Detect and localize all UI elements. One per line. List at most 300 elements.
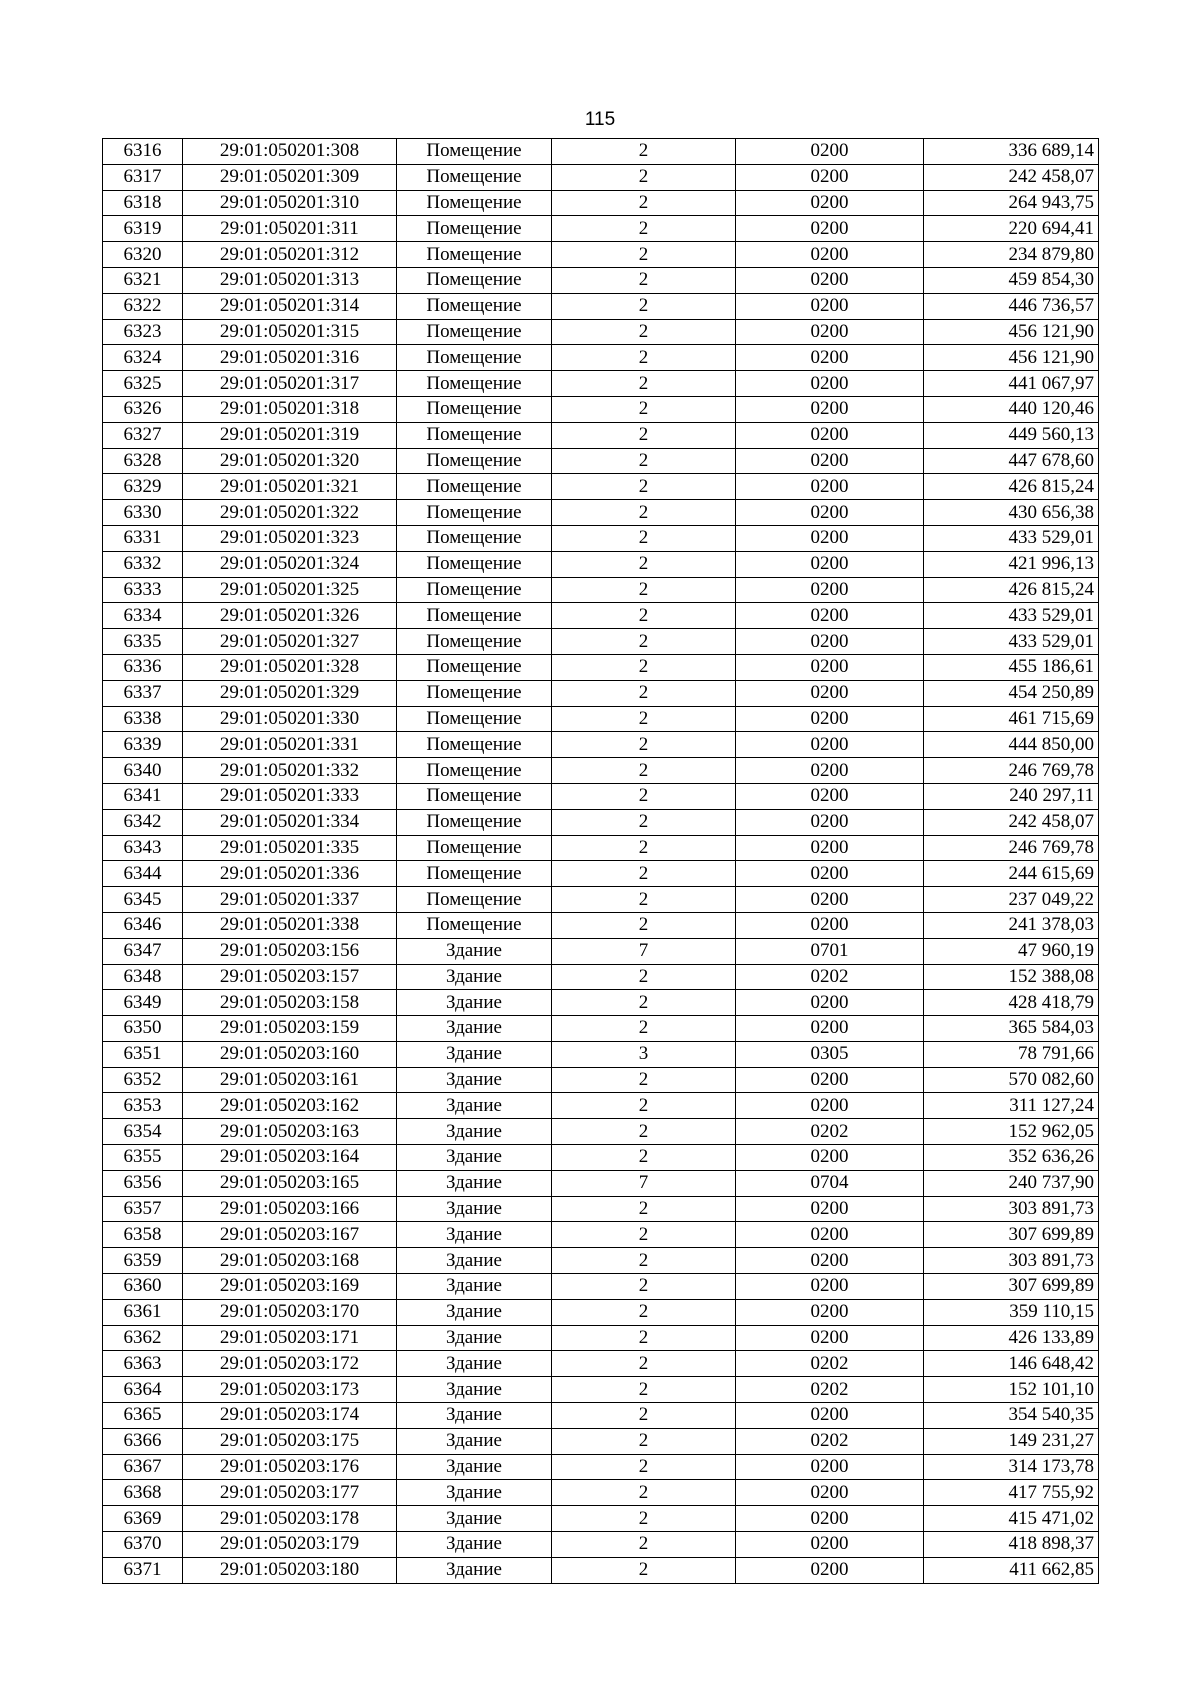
- subgroup-code-cell: 0200: [736, 603, 924, 629]
- subgroup-code-cell: 0200: [736, 629, 924, 655]
- cadastral-value-cell: 303 891,73: [924, 1248, 1099, 1274]
- table-row: [103, 216, 1099, 242]
- row-number-cell: 6334: [103, 603, 183, 629]
- page-number: 115: [584, 109, 616, 130]
- table-row: [103, 448, 1099, 474]
- cadastral-number-cell: 29:01:050203:177: [183, 1480, 397, 1506]
- subgroup-code-cell: 0200: [736, 861, 924, 887]
- object-type-cell: Помещение: [397, 139, 552, 165]
- cadastral-number-cell: 29:01:050201:313: [183, 267, 397, 293]
- group-cell: 2: [552, 1145, 736, 1171]
- row-number-cell: 6364: [103, 1377, 183, 1403]
- row-number-cell: 6371: [103, 1557, 183, 1583]
- subgroup-code-cell: 0200: [736, 912, 924, 938]
- cadastral-number-cell: 29:01:050203:164: [183, 1145, 397, 1171]
- cadastral-number-cell: 29:01:050203:168: [183, 1248, 397, 1274]
- group-cell: 2: [552, 1454, 736, 1480]
- object-type-cell: Здание: [397, 1506, 552, 1532]
- table-row: [103, 525, 1099, 551]
- cadastral-number-cell: 29:01:050203:174: [183, 1403, 397, 1429]
- subgroup-code-cell: 0200: [736, 654, 924, 680]
- group-cell: 2: [552, 422, 736, 448]
- cadastral-number-cell: 29:01:050201:334: [183, 809, 397, 835]
- subgroup-code-cell: 0202: [736, 1377, 924, 1403]
- cadastral-number-cell: 29:01:050201:320: [183, 448, 397, 474]
- subgroup-code-cell: 0200: [736, 577, 924, 603]
- object-type-cell: Здание: [397, 964, 552, 990]
- cadastral-value-cell: 354 540,35: [924, 1403, 1099, 1429]
- cadastral-number-cell: 29:01:050203:170: [183, 1299, 397, 1325]
- object-type-cell: Помещение: [397, 500, 552, 526]
- row-number-cell: 6337: [103, 680, 183, 706]
- row-number-cell: 6329: [103, 474, 183, 500]
- cadastral-value-cell: 237 049,22: [924, 887, 1099, 913]
- table-row: [103, 706, 1099, 732]
- object-type-cell: Помещение: [397, 912, 552, 938]
- object-type-cell: Помещение: [397, 577, 552, 603]
- table-row: [103, 1016, 1099, 1042]
- cadastral-value-cell: 242 458,07: [924, 164, 1099, 190]
- cadastral-number-cell: 29:01:050203:169: [183, 1274, 397, 1300]
- cadastral-value-cell: 242 458,07: [924, 809, 1099, 835]
- object-type-cell: Помещение: [397, 474, 552, 500]
- cadastral-value-cell: 449 560,13: [924, 422, 1099, 448]
- row-number-cell: 6341: [103, 783, 183, 809]
- group-cell: 2: [552, 629, 736, 655]
- cadastral-value-cell: 461 715,69: [924, 706, 1099, 732]
- group-cell: 2: [552, 267, 736, 293]
- cadastral-value-cell: 426 133,89: [924, 1325, 1099, 1351]
- cadastral-number-cell: 29:01:050203:165: [183, 1170, 397, 1196]
- group-cell: 2: [552, 1067, 736, 1093]
- cadastral-number-cell: 29:01:050201:336: [183, 861, 397, 887]
- object-type-cell: Помещение: [397, 164, 552, 190]
- object-type-cell: Помещение: [397, 603, 552, 629]
- table-row: [103, 1325, 1099, 1351]
- object-type-cell: Помещение: [397, 267, 552, 293]
- object-type-cell: Помещение: [397, 345, 552, 371]
- cadastral-number-cell: 29:01:050201:311: [183, 216, 397, 242]
- group-cell: 2: [552, 551, 736, 577]
- group-cell: 2: [552, 964, 736, 990]
- subgroup-code-cell: 0200: [736, 990, 924, 1016]
- group-cell: 2: [552, 1557, 736, 1583]
- group-cell: 2: [552, 912, 736, 938]
- table-row: [103, 551, 1099, 577]
- table-row: [103, 422, 1099, 448]
- cadastral-value-cell: 303 891,73: [924, 1196, 1099, 1222]
- subgroup-code-cell: 0202: [736, 1351, 924, 1377]
- row-number-cell: 6316: [103, 139, 183, 165]
- cadastral-number-cell: 29:01:050203:158: [183, 990, 397, 1016]
- group-cell: 2: [552, 603, 736, 629]
- object-type-cell: Здание: [397, 1403, 552, 1429]
- cadastral-value-cell: 417 755,92: [924, 1480, 1099, 1506]
- row-number-cell: 6325: [103, 371, 183, 397]
- cadastral-number-cell: 29:01:050203:171: [183, 1325, 397, 1351]
- cadastral-number-cell: 29:01:050201:329: [183, 680, 397, 706]
- group-cell: 2: [552, 1248, 736, 1274]
- row-number-cell: 6320: [103, 242, 183, 268]
- cadastral-value-cell: 415 471,02: [924, 1506, 1099, 1532]
- object-type-cell: Здание: [397, 1145, 552, 1171]
- subgroup-code-cell: 0200: [736, 887, 924, 913]
- cadastral-value-cell: 444 850,00: [924, 732, 1099, 758]
- row-number-cell: 6346: [103, 912, 183, 938]
- row-number-cell: 6332: [103, 551, 183, 577]
- row-number-cell: 6347: [103, 938, 183, 964]
- group-cell: 2: [552, 1506, 736, 1532]
- cadastral-number-cell: 29:01:050203:176: [183, 1454, 397, 1480]
- table-row: [103, 474, 1099, 500]
- cadastral-value-cell: 433 529,01: [924, 525, 1099, 551]
- table-row: [103, 654, 1099, 680]
- cadastral-number-cell: 29:01:050201:328: [183, 654, 397, 680]
- row-number-cell: 6367: [103, 1454, 183, 1480]
- row-number-cell: 6324: [103, 345, 183, 371]
- row-number-cell: 6358: [103, 1222, 183, 1248]
- cadastral-value-cell: 146 648,42: [924, 1351, 1099, 1377]
- subgroup-code-cell: 0200: [736, 1557, 924, 1583]
- table-row: [103, 1196, 1099, 1222]
- group-cell: 2: [552, 371, 736, 397]
- cadastral-value-cell: 418 898,37: [924, 1532, 1099, 1558]
- object-type-cell: Помещение: [397, 422, 552, 448]
- object-type-cell: Помещение: [397, 293, 552, 319]
- object-type-cell: Здание: [397, 1532, 552, 1558]
- cadastral-value-cell: 421 996,13: [924, 551, 1099, 577]
- cadastral-number-cell: 29:01:050203:179: [183, 1532, 397, 1558]
- cadastral-value-cell: 264 943,75: [924, 190, 1099, 216]
- group-cell: 2: [552, 474, 736, 500]
- cadastral-number-cell: 29:01:050203:180: [183, 1557, 397, 1583]
- row-number-cell: 6353: [103, 1093, 183, 1119]
- subgroup-code-cell: 0200: [736, 190, 924, 216]
- object-type-cell: Здание: [397, 1351, 552, 1377]
- table-row: [103, 577, 1099, 603]
- cadastral-number-cell: 29:01:050201:318: [183, 396, 397, 422]
- cadastral-value-cell: 446 736,57: [924, 293, 1099, 319]
- subgroup-code-cell: 0200: [736, 500, 924, 526]
- row-number-cell: 6366: [103, 1428, 183, 1454]
- object-type-cell: Здание: [397, 1454, 552, 1480]
- group-cell: 2: [552, 500, 736, 526]
- table-row: [103, 1067, 1099, 1093]
- group-cell: 2: [552, 396, 736, 422]
- table-row: [103, 1454, 1099, 1480]
- row-number-cell: 6321: [103, 267, 183, 293]
- row-number-cell: 6345: [103, 887, 183, 913]
- row-number-cell: 6348: [103, 964, 183, 990]
- cadastral-value-cell: 359 110,15: [924, 1299, 1099, 1325]
- group-cell: 2: [552, 1093, 736, 1119]
- object-type-cell: Здание: [397, 1170, 552, 1196]
- subgroup-code-cell: 0200: [736, 809, 924, 835]
- row-number-cell: 6333: [103, 577, 183, 603]
- object-type-cell: Здание: [397, 1274, 552, 1300]
- cadastral-value-cell: 456 121,90: [924, 319, 1099, 345]
- row-number-cell: 6327: [103, 422, 183, 448]
- group-cell: 2: [552, 525, 736, 551]
- table-row: [103, 1299, 1099, 1325]
- table-row: [103, 1119, 1099, 1145]
- subgroup-code-cell: 0200: [736, 371, 924, 397]
- subgroup-code-cell: 0200: [736, 1454, 924, 1480]
- table-row: [103, 629, 1099, 655]
- cadastral-number-cell: 29:01:050201:315: [183, 319, 397, 345]
- group-cell: 2: [552, 732, 736, 758]
- object-type-cell: Помещение: [397, 551, 552, 577]
- object-type-cell: Здание: [397, 1248, 552, 1274]
- row-number-cell: 6355: [103, 1145, 183, 1171]
- table-row: [103, 1145, 1099, 1171]
- cadastral-number-cell: 29:01:050201:323: [183, 525, 397, 551]
- subgroup-code-cell: 0200: [736, 1067, 924, 1093]
- table-body: [103, 139, 1099, 1584]
- cadastral-value-cell: 570 082,60: [924, 1067, 1099, 1093]
- object-type-cell: Помещение: [397, 216, 552, 242]
- group-cell: 2: [552, 242, 736, 268]
- table-row: [103, 1170, 1099, 1196]
- object-type-cell: Помещение: [397, 835, 552, 861]
- table-row: [103, 809, 1099, 835]
- group-cell: 2: [552, 190, 736, 216]
- row-number-cell: 6328: [103, 448, 183, 474]
- subgroup-code-cell: 0200: [736, 680, 924, 706]
- cadastral-number-cell: 29:01:050201:330: [183, 706, 397, 732]
- object-type-cell: Помещение: [397, 861, 552, 887]
- cadastral-number-cell: 29:01:050203:157: [183, 964, 397, 990]
- subgroup-code-cell: 0200: [736, 474, 924, 500]
- row-number-cell: 6359: [103, 1248, 183, 1274]
- cadastral-number-cell: 29:01:050201:308: [183, 139, 397, 165]
- cadastral-number-cell: 29:01:050201:335: [183, 835, 397, 861]
- cadastral-number-cell: 29:01:050203:172: [183, 1351, 397, 1377]
- table-row: [103, 1351, 1099, 1377]
- row-number-cell: 6370: [103, 1532, 183, 1558]
- object-type-cell: Здание: [397, 1299, 552, 1325]
- subgroup-code-cell: 0200: [736, 1093, 924, 1119]
- table-row: [103, 1041, 1099, 1067]
- subgroup-code-cell: 0200: [736, 1248, 924, 1274]
- subgroup-code-cell: 0200: [736, 293, 924, 319]
- table-row: [103, 164, 1099, 190]
- group-cell: 2: [552, 448, 736, 474]
- table-row: [103, 319, 1099, 345]
- table-row: [103, 396, 1099, 422]
- cadastral-value-cell: 307 699,89: [924, 1274, 1099, 1300]
- object-type-cell: Здание: [397, 990, 552, 1016]
- table-row: [103, 861, 1099, 887]
- row-number-cell: 6339: [103, 732, 183, 758]
- table-row: [103, 345, 1099, 371]
- object-type-cell: Помещение: [397, 448, 552, 474]
- row-number-cell: 6368: [103, 1480, 183, 1506]
- row-number-cell: 6322: [103, 293, 183, 319]
- table-row: [103, 1428, 1099, 1454]
- cadastral-value-cell: 152 388,08: [924, 964, 1099, 990]
- table-row: [103, 139, 1099, 165]
- cadastral-number-cell: 29:01:050203:166: [183, 1196, 397, 1222]
- cadastral-number-cell: 29:01:050203:161: [183, 1067, 397, 1093]
- group-cell: 2: [552, 1403, 736, 1429]
- cadastral-number-cell: 29:01:050201:321: [183, 474, 397, 500]
- cadastral-value-cell: 244 615,69: [924, 861, 1099, 887]
- group-cell: 3: [552, 1041, 736, 1067]
- table-row: [103, 680, 1099, 706]
- row-number-cell: 6352: [103, 1067, 183, 1093]
- row-number-cell: 6362: [103, 1325, 183, 1351]
- group-cell: 2: [552, 1480, 736, 1506]
- subgroup-code-cell: 0200: [736, 1532, 924, 1558]
- row-number-cell: 6350: [103, 1016, 183, 1042]
- object-type-cell: Помещение: [397, 809, 552, 835]
- cadastral-value-cell: 314 173,78: [924, 1454, 1099, 1480]
- table-row: [103, 603, 1099, 629]
- subgroup-code-cell: 0305: [736, 1041, 924, 1067]
- row-number-cell: 6354: [103, 1119, 183, 1145]
- group-cell: 2: [552, 293, 736, 319]
- cadastral-value-cell: 454 250,89: [924, 680, 1099, 706]
- cadastral-number-cell: 29:01:050201:314: [183, 293, 397, 319]
- cadastral-value-cell: 47 960,19: [924, 938, 1099, 964]
- group-cell: 7: [552, 938, 736, 964]
- cadastral-number-cell: 29:01:050203:159: [183, 1016, 397, 1042]
- object-type-cell: Здание: [397, 1041, 552, 1067]
- cadastral-value-cell: 241 378,03: [924, 912, 1099, 938]
- cadastral-value-cell: 428 418,79: [924, 990, 1099, 1016]
- table-row: [103, 267, 1099, 293]
- table-row: [103, 887, 1099, 913]
- subgroup-code-cell: 0200: [736, 1196, 924, 1222]
- cadastral-number-cell: 29:01:050201:324: [183, 551, 397, 577]
- cadastral-value-cell: 246 769,78: [924, 835, 1099, 861]
- group-cell: 2: [552, 577, 736, 603]
- subgroup-code-cell: 0200: [736, 242, 924, 268]
- cadastral-number-cell: 29:01:050201:325: [183, 577, 397, 603]
- subgroup-code-cell: 0200: [736, 1016, 924, 1042]
- subgroup-code-cell: 0202: [736, 1119, 924, 1145]
- subgroup-code-cell: 0200: [736, 1145, 924, 1171]
- row-number-cell: 6369: [103, 1506, 183, 1532]
- group-cell: 2: [552, 1196, 736, 1222]
- cadastral-value-cell: 311 127,24: [924, 1093, 1099, 1119]
- cadastral-value-cell: 365 584,03: [924, 1016, 1099, 1042]
- object-type-cell: Здание: [397, 1557, 552, 1583]
- row-number-cell: 6365: [103, 1403, 183, 1429]
- table-row: [103, 758, 1099, 784]
- cadastral-value-cell: 430 656,38: [924, 500, 1099, 526]
- table-row: [103, 242, 1099, 268]
- group-cell: 7: [552, 1170, 736, 1196]
- subgroup-code-cell: 0200: [736, 758, 924, 784]
- cadastral-value-cell: 336 689,14: [924, 139, 1099, 165]
- row-number-cell: 6336: [103, 654, 183, 680]
- row-number-cell: 6363: [103, 1351, 183, 1377]
- object-type-cell: Помещение: [397, 887, 552, 913]
- cadastral-number-cell: 29:01:050203:173: [183, 1377, 397, 1403]
- group-cell: 2: [552, 1016, 736, 1042]
- row-number-cell: 6343: [103, 835, 183, 861]
- cadastral-value-cell: 240 737,90: [924, 1170, 1099, 1196]
- object-type-cell: Здание: [397, 1093, 552, 1119]
- table-row: [103, 1093, 1099, 1119]
- subgroup-code-cell: 0200: [736, 164, 924, 190]
- group-cell: 2: [552, 861, 736, 887]
- cadastral-number-cell: 29:01:050201:319: [183, 422, 397, 448]
- table-row: [103, 293, 1099, 319]
- cadastral-value-cell: 152 962,05: [924, 1119, 1099, 1145]
- cadastral-value-cell: 456 121,90: [924, 345, 1099, 371]
- group-cell: 2: [552, 758, 736, 784]
- row-number-cell: 6344: [103, 861, 183, 887]
- group-cell: 2: [552, 1377, 736, 1403]
- object-type-cell: Здание: [397, 1377, 552, 1403]
- row-number-cell: 6342: [103, 809, 183, 835]
- cadastral-value-table: [102, 138, 1099, 1584]
- object-type-cell: Здание: [397, 1067, 552, 1093]
- group-cell: 2: [552, 1119, 736, 1145]
- table-row: [103, 732, 1099, 758]
- object-type-cell: Здание: [397, 1196, 552, 1222]
- cadastral-value-cell: 441 067,97: [924, 371, 1099, 397]
- table-row: [103, 1532, 1099, 1558]
- group-cell: 2: [552, 216, 736, 242]
- object-type-cell: Здание: [397, 1119, 552, 1145]
- cadastral-number-cell: 29:01:050201:331: [183, 732, 397, 758]
- row-number-cell: 6356: [103, 1170, 183, 1196]
- cadastral-number-cell: 29:01:050203:162: [183, 1093, 397, 1119]
- cadastral-number-cell: 29:01:050201:316: [183, 345, 397, 371]
- row-number-cell: 6318: [103, 190, 183, 216]
- object-type-cell: Помещение: [397, 396, 552, 422]
- object-type-cell: Помещение: [397, 732, 552, 758]
- subgroup-code-cell: 0200: [736, 139, 924, 165]
- row-number-cell: 6326: [103, 396, 183, 422]
- object-type-cell: Здание: [397, 938, 552, 964]
- object-type-cell: Помещение: [397, 758, 552, 784]
- cadastral-value-cell: 352 636,26: [924, 1145, 1099, 1171]
- row-number-cell: 6361: [103, 1299, 183, 1325]
- group-cell: 2: [552, 345, 736, 371]
- object-type-cell: Помещение: [397, 525, 552, 551]
- cadastral-value-cell: 78 791,66: [924, 1041, 1099, 1067]
- row-number-cell: 6317: [103, 164, 183, 190]
- cadastral-value-cell: 149 231,27: [924, 1428, 1099, 1454]
- cadastral-number-cell: 29:01:050201:337: [183, 887, 397, 913]
- cadastral-number-cell: 29:01:050203:175: [183, 1428, 397, 1454]
- table-row: [103, 964, 1099, 990]
- row-number-cell: 6357: [103, 1196, 183, 1222]
- cadastral-value-cell: 234 879,80: [924, 242, 1099, 268]
- subgroup-code-cell: 0200: [736, 1299, 924, 1325]
- row-number-cell: 6349: [103, 990, 183, 1016]
- subgroup-code-cell: 0200: [736, 216, 924, 242]
- row-number-cell: 6360: [103, 1274, 183, 1300]
- table-row: [103, 1480, 1099, 1506]
- row-number-cell: 6340: [103, 758, 183, 784]
- object-type-cell: Помещение: [397, 706, 552, 732]
- table-row: [103, 1506, 1099, 1532]
- object-type-cell: Помещение: [397, 371, 552, 397]
- cadastral-value-cell: 433 529,01: [924, 603, 1099, 629]
- cadastral-number-cell: 29:01:050201:332: [183, 758, 397, 784]
- cadastral-value-cell: 433 529,01: [924, 629, 1099, 655]
- group-cell: 2: [552, 1428, 736, 1454]
- object-type-cell: Помещение: [397, 319, 552, 345]
- row-number-cell: 6319: [103, 216, 183, 242]
- group-cell: 2: [552, 319, 736, 345]
